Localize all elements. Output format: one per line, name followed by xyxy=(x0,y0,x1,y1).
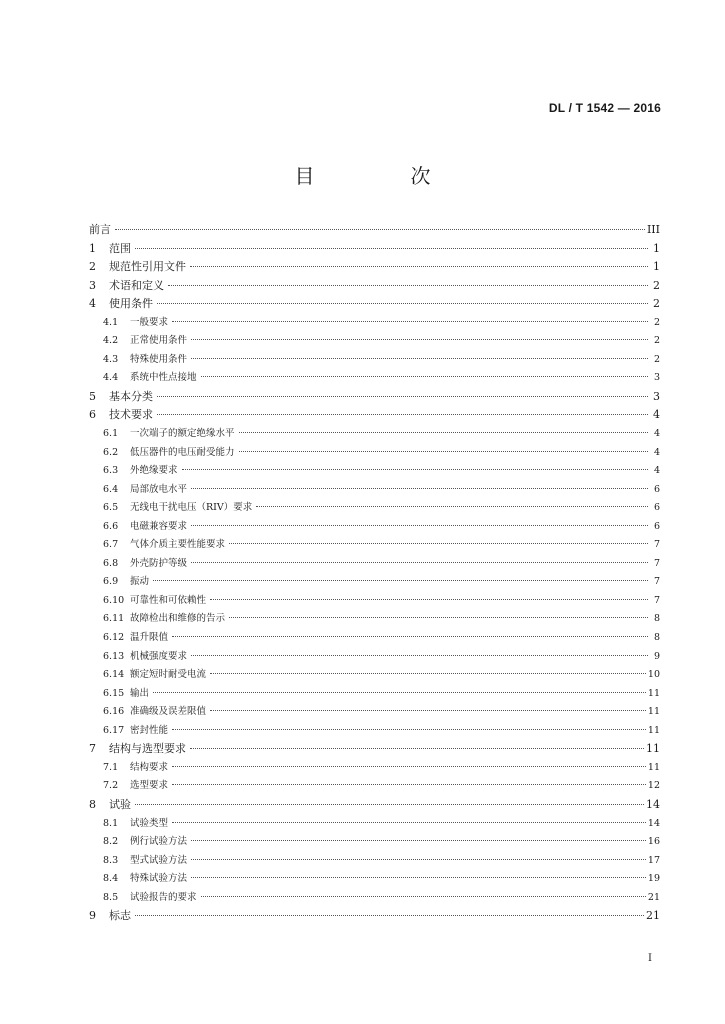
toc-dot-leader xyxy=(191,525,648,526)
toc-entry-label: 气体介质主要性能要求 xyxy=(130,539,226,551)
toc-entry-page: 4 xyxy=(653,428,660,440)
toc-entry[interactable] xyxy=(89,462,660,481)
toc-entry-label: 技术要求 xyxy=(109,408,153,422)
toc-entry-number: 7 xyxy=(89,742,96,756)
toc-entry[interactable] xyxy=(89,221,660,240)
toc-entry-page: 4 xyxy=(653,446,660,458)
toc-entry-page: 3 xyxy=(653,389,660,403)
toc-dot-leader xyxy=(239,432,648,433)
toc-entry[interactable] xyxy=(89,573,660,592)
toc-entry-label: 前言 xyxy=(89,223,111,236)
toc-entry-label: 例行试验方法 xyxy=(130,836,188,848)
toc-dot-leader xyxy=(201,376,648,377)
toc-entry[interactable] xyxy=(89,722,660,741)
toc-entry-page: 11 xyxy=(647,706,660,718)
toc-entry-page: 10 xyxy=(647,669,660,681)
toc-entry[interactable] xyxy=(89,240,660,259)
toc-entry-number: 4 xyxy=(89,297,96,311)
toc-entry-number: 6.14 xyxy=(103,669,125,681)
toc-entry-number: 6.17 xyxy=(103,724,125,736)
toc-entry[interactable] xyxy=(89,351,660,370)
toc-entry-page: 7 xyxy=(653,594,660,606)
toc-dot-leader xyxy=(210,599,648,600)
toc-entry-page: III xyxy=(646,223,660,236)
toc-entry[interactable] xyxy=(89,499,660,518)
toc-entry-number: 7.2 xyxy=(103,780,119,792)
toc-entry-number: 8 xyxy=(89,797,96,811)
toc-entry-label: 无线电干扰电压（RIV）要求 xyxy=(130,502,253,514)
toc-entry[interactable] xyxy=(89,277,660,296)
toc-entry-page: 4 xyxy=(653,465,660,477)
toc-dot-leader xyxy=(172,784,646,785)
toc-entry[interactable] xyxy=(89,518,660,537)
toc-entry[interactable] xyxy=(89,536,660,555)
toc-entry-page: 11 xyxy=(646,742,660,756)
toc-entry-label: 低压器件的电压耐受能力 xyxy=(130,446,235,458)
toc-entry-label: 准确级及误差限值 xyxy=(130,706,207,718)
toc-entry-number: 8.3 xyxy=(103,854,119,866)
toc-dot-leader xyxy=(153,580,648,581)
toc-entry-label: 范围 xyxy=(109,241,131,255)
toc-entry-number: 6 xyxy=(89,408,96,422)
toc-entry-number: 8.4 xyxy=(103,873,119,885)
toc-entry-number: 4.3 xyxy=(103,353,119,365)
toc-dot-leader xyxy=(172,636,648,637)
toc-entry-number: 6.4 xyxy=(103,483,119,495)
toc-entry[interactable] xyxy=(89,833,660,852)
toc-entry-page: 3 xyxy=(653,372,660,384)
toc-dot-leader xyxy=(256,506,648,507)
toc-entry-page: 14 xyxy=(646,797,660,811)
toc-entry-number: 9 xyxy=(89,909,96,923)
toc-entry-label: 型式试验方法 xyxy=(130,854,188,866)
toc-entry[interactable] xyxy=(89,907,660,926)
toc-dot-leader xyxy=(210,673,646,674)
toc-entry-label: 密封性能 xyxy=(130,724,169,736)
toc-entry[interactable] xyxy=(89,555,660,574)
toc-entry-number: 1 xyxy=(89,241,96,255)
toc-dot-leader xyxy=(191,562,648,563)
toc-entry-page: 2 xyxy=(653,353,660,365)
toc-entry-number: 4.2 xyxy=(103,335,119,347)
toc-entry-label: 外壳防护等级 xyxy=(130,557,188,569)
toc-dot-leader xyxy=(191,840,646,841)
toc-entry-page: 8 xyxy=(653,613,660,625)
toc-dot-leader xyxy=(172,321,648,322)
toc-entry-page: 21 xyxy=(646,909,660,923)
toc-entry[interactable] xyxy=(89,332,660,351)
toc-entry-page: 2 xyxy=(653,297,660,311)
toc-dot-leader xyxy=(190,266,648,267)
toc-entry-page: 7 xyxy=(653,557,660,569)
toc-entry[interactable] xyxy=(89,314,660,333)
toc-entry-number: 4.4 xyxy=(103,372,119,384)
toc-dot-leader xyxy=(191,358,648,359)
toc-entry-label: 电磁兼容要求 xyxy=(130,520,188,532)
toc-entry-page: 16 xyxy=(647,836,660,848)
toc-entry-page: 12 xyxy=(647,780,660,792)
toc-entry-page: 11 xyxy=(647,761,660,773)
toc-entry-page: 6 xyxy=(653,502,660,514)
toc-dot-leader xyxy=(191,859,646,860)
toc-entry-page: 7 xyxy=(653,539,660,551)
toc-entry-number: 8.5 xyxy=(103,891,119,903)
toc-dot-leader xyxy=(115,229,645,230)
toc-dot-leader xyxy=(190,748,644,749)
toc-dot-leader xyxy=(153,692,646,693)
toc-dot-leader xyxy=(191,488,648,489)
toc-entry-label: 特殊使用条件 xyxy=(130,353,188,365)
toc-entry-page: 11 xyxy=(647,724,660,736)
toc-entry-label: 选型要求 xyxy=(130,780,169,792)
toc-entry-page: 8 xyxy=(653,632,660,644)
toc-entry-number: 6.13 xyxy=(103,650,125,662)
toc-entry-number: 8.1 xyxy=(103,817,119,829)
toc-entry-label: 试验类型 xyxy=(130,817,169,829)
toc-entry-label: 使用条件 xyxy=(109,297,153,311)
toc-entry-number: 2 xyxy=(89,260,96,274)
toc-entry-label: 故障检出和维修的告示 xyxy=(130,613,226,625)
toc-dot-leader xyxy=(182,469,648,470)
toc-entry[interactable] xyxy=(89,889,660,908)
toc-entry-page: 7 xyxy=(653,576,660,588)
page-number: I xyxy=(648,953,652,964)
toc-entry[interactable] xyxy=(89,703,660,722)
toc-entry-number: 6.3 xyxy=(103,465,119,477)
toc-entry[interactable] xyxy=(89,592,660,611)
toc-dot-leader xyxy=(172,822,646,823)
toc-entry-number: 3 xyxy=(89,278,96,292)
toc-entry-page: 1 xyxy=(653,260,660,274)
toc-entry[interactable] xyxy=(89,852,660,871)
toc-entry-number: 6.16 xyxy=(103,706,125,718)
toc-entry-label: 试验 xyxy=(109,797,131,811)
toc-entry-number: 6.8 xyxy=(103,557,119,569)
toc-dot-leader xyxy=(168,285,648,286)
toc-entry-page: 19 xyxy=(647,873,660,885)
toc-entry-number: 6.10 xyxy=(103,594,125,606)
toc-entry[interactable] xyxy=(89,796,660,815)
toc-dot-leader xyxy=(239,451,648,452)
toc-entry-label: 一般要求 xyxy=(130,316,169,328)
toc-entry-page: 21 xyxy=(647,891,660,903)
toc-entry-label: 可靠性和可依赖性 xyxy=(130,594,207,606)
toc-entry-number: 6.2 xyxy=(103,446,119,458)
toc-entry[interactable] xyxy=(89,629,660,648)
toc-entry[interactable] xyxy=(89,815,660,834)
toc-entry-number: 6.5 xyxy=(103,502,119,514)
toc-dot-leader xyxy=(191,339,648,340)
page-title: 目 次 xyxy=(294,164,469,188)
toc-entry[interactable] xyxy=(89,425,660,444)
toc-entry-number: 4.1 xyxy=(103,316,119,328)
toc-entry-page: 1 xyxy=(653,241,660,255)
toc-dot-leader xyxy=(172,729,646,730)
toc-entry-number: 6.7 xyxy=(103,539,119,551)
toc-entry-number: 6.12 xyxy=(103,632,125,644)
table-of-contents xyxy=(89,221,660,926)
toc-entry[interactable] xyxy=(89,610,660,629)
toc-entry[interactable] xyxy=(89,444,660,463)
toc-entry-number: 7.1 xyxy=(103,761,119,773)
toc-entry-page: 2 xyxy=(653,335,660,347)
toc-entry-page: 17 xyxy=(647,854,660,866)
toc-entry-label: 术语和定义 xyxy=(109,278,164,292)
toc-entry-label: 一次端子的额定绝缘水平 xyxy=(130,428,235,440)
toc-entry-page: 6 xyxy=(653,483,660,495)
toc-entry-page: 14 xyxy=(647,817,660,829)
toc-entry-label: 输出 xyxy=(130,687,150,699)
toc-dot-leader xyxy=(229,617,648,618)
toc-entry-label: 振动 xyxy=(130,576,150,588)
toc-entry[interactable] xyxy=(89,406,660,425)
toc-entry[interactable] xyxy=(89,759,660,778)
toc-entry-number: 8.2 xyxy=(103,836,119,848)
toc-entry[interactable] xyxy=(89,295,660,314)
toc-dot-leader xyxy=(135,248,648,249)
toc-entry-label: 基本分类 xyxy=(109,389,153,403)
toc-entry[interactable] xyxy=(89,369,660,388)
toc-entry-number: 6.15 xyxy=(103,687,125,699)
toc-entry[interactable] xyxy=(89,666,660,685)
toc-entry-label: 特殊试验方法 xyxy=(130,873,188,885)
toc-entry-label: 额定短时耐受电流 xyxy=(130,669,207,681)
toc-dot-leader xyxy=(135,804,644,805)
toc-entry-page: 6 xyxy=(653,520,660,532)
toc-dot-leader xyxy=(210,710,646,711)
toc-entry-page: 4 xyxy=(653,408,660,422)
toc-entry-number: 6.1 xyxy=(103,428,119,440)
toc-entry-label: 外绝缘要求 xyxy=(130,465,178,477)
toc-entry-number: 5 xyxy=(89,389,96,403)
toc-dot-leader xyxy=(135,915,644,916)
standard-code: DL / T 1542 — 2016 xyxy=(548,101,661,115)
toc-entry-label: 系统中性点接地 xyxy=(130,372,197,384)
toc-entry-page: 11 xyxy=(647,687,660,699)
toc-entry[interactable] xyxy=(89,481,660,500)
toc-dot-leader xyxy=(172,766,646,767)
toc-entry[interactable] xyxy=(89,777,660,796)
toc-entry-number: 6.11 xyxy=(103,613,125,625)
toc-dot-leader xyxy=(157,396,648,397)
toc-entry-page: 2 xyxy=(653,278,660,292)
toc-entry-label: 结构要求 xyxy=(130,761,169,773)
toc-entry-label: 规范性引用文件 xyxy=(109,260,186,274)
toc-entry-label: 局部放电水平 xyxy=(130,483,188,495)
toc-entry[interactable] xyxy=(89,740,660,759)
toc-entry[interactable] xyxy=(89,388,660,407)
toc-entry[interactable] xyxy=(89,258,660,277)
toc-dot-leader xyxy=(191,877,646,878)
toc-dot-leader xyxy=(191,655,648,656)
toc-entry-page: 9 xyxy=(653,650,660,662)
toc-dot-leader xyxy=(157,303,648,304)
toc-entry-label: 标志 xyxy=(109,909,131,923)
toc-entry-label: 结构与选型要求 xyxy=(109,742,186,756)
toc-entry[interactable] xyxy=(89,648,660,667)
toc-entry-label: 机械强度要求 xyxy=(130,650,188,662)
toc-entry-page: 2 xyxy=(653,316,660,328)
toc-dot-leader xyxy=(229,543,648,544)
toc-entry-number: 6.9 xyxy=(103,576,119,588)
toc-dot-leader xyxy=(157,414,648,415)
toc-entry-label: 温升限值 xyxy=(130,632,169,644)
toc-entry-label: 试验报告的要求 xyxy=(130,891,197,903)
toc-entry[interactable] xyxy=(89,870,660,889)
toc-entry-label: 正常使用条件 xyxy=(130,335,188,347)
toc-entry[interactable] xyxy=(89,685,660,704)
toc-dot-leader xyxy=(201,896,646,897)
toc-entry-number: 6.6 xyxy=(103,520,119,532)
